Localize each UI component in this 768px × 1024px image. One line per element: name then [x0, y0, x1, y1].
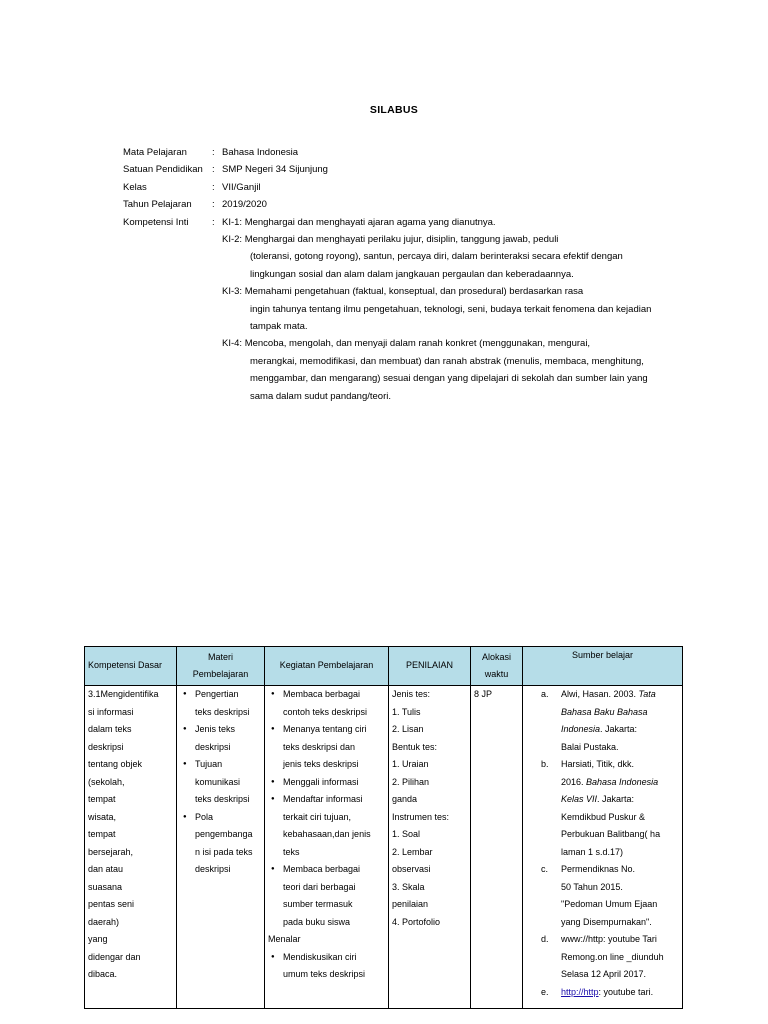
sumber-text: Bahasa Baku Bahasa — [561, 706, 648, 717]
penilaian-line: ganda — [392, 794, 418, 804]
info-row — [123, 161, 703, 178]
header-penilaian: PENILAIAN — [389, 647, 471, 686]
sumber-item — [526, 984, 679, 1002]
sumber-text: Perbukuan Balitbang( ha — [561, 829, 661, 839]
kegiatan-line: teks deskripsi dan — [283, 741, 356, 752]
cell-kegiatan — [265, 686, 389, 1009]
sumber-text: Kelas VII — [561, 794, 598, 804]
header-materi-line: Pembelajaran — [192, 669, 249, 679]
kegiatan-line: sumber termasuk — [283, 899, 353, 909]
sumber-text: Selasa 12 April 2017. — [561, 969, 647, 979]
ki2-line: (toleransi, gotong royong), santun, percaya diri, dalam berinteraksi secara efektif dengan — [250, 251, 623, 263]
info-value: Bahasa Indonesia — [222, 147, 299, 158]
materi-item — [180, 686, 261, 721]
sumber-line — [561, 774, 679, 792]
table-row — [85, 686, 683, 1009]
sumber-line — [561, 879, 679, 897]
info-row — [123, 144, 703, 161]
sumber-line — [561, 721, 679, 739]
ki3-line: ingin tahunya tentang ilmu pengetahuan, teknologi, seni, budaya terkait fenomena dan kejadian — [250, 303, 652, 315]
cell-materi — [177, 686, 265, 1009]
ki4-line: KI-4: Mencoba, mengolah, dan menyaji dalam ranah konkret (menggunakan, mengurai, — [222, 338, 591, 350]
sumber-line — [561, 984, 679, 1002]
materi-line: pengembanga — [195, 829, 253, 839]
sumber-item — [526, 686, 679, 756]
kegiatan-item — [268, 686, 385, 721]
kd-line: si informasi — [88, 706, 134, 717]
penilaian-line: 2. Lisan — [392, 724, 424, 734]
sumber-text: laman 1 s.d.17) — [561, 846, 624, 857]
kegiatan-line: pada buku siswa — [283, 916, 351, 927]
kegiatan-line: ● Membaca berbagai — [283, 864, 361, 874]
header-kegiatan: Kegiatan Pembelajaran — [265, 647, 389, 686]
sumber-text: 50 Tahun 2015. — [561, 881, 623, 892]
kd-text — [88, 686, 173, 984]
kd-line: dan atau — [88, 864, 124, 874]
kd-line: 3.1Mengidentifika — [88, 689, 159, 699]
kegiatan-item — [268, 949, 385, 984]
info-label: Mata Pelajaran — [123, 147, 187, 158]
kd-line: bersejarah, — [88, 846, 134, 857]
sumber-text: yang Disempurnakan". — [561, 916, 652, 927]
ki4-line: menggambar, dan mengarang) sesuai dengan yang dipelajari di sekolah dan sumber lain yang — [250, 373, 648, 385]
kd-line: yang — [88, 934, 108, 944]
kd-line: (sekolah, — [88, 776, 125, 787]
materi-line: ● Tujuan — [195, 759, 223, 769]
info-row — [123, 196, 703, 213]
penilaian-line: Bentuk tes: — [392, 741, 438, 752]
sumber-text: Indonesia — [561, 724, 601, 734]
header-alokasi-line: Alokasi — [481, 651, 511, 662]
materi-line: deskripsi — [195, 864, 231, 874]
sumber-line — [561, 861, 679, 879]
penilaian-line: 2. Lembar — [392, 846, 433, 857]
info-value: 2019/2020 — [222, 199, 267, 211]
materi-line: ● Jenis teks — [195, 724, 236, 734]
penilaian-text — [392, 686, 467, 931]
kegiatan-list — [268, 686, 385, 931]
sumber-line — [561, 844, 679, 862]
header-materi — [177, 647, 265, 686]
syllabus-table — [84, 646, 683, 1009]
materi-line: ● Pola — [195, 811, 214, 822]
kegiatan-item — [268, 861, 385, 931]
materi-line: teks deskripsi — [195, 706, 250, 717]
ki2-line: KI-2: Menghargai dan menghayati perilaku jujur, disiplin, tanggung jawab, peduli — [222, 234, 559, 246]
sumber-text: "Pedoman Umum Ejaan — [561, 899, 658, 909]
materi-line: komunikasi — [195, 776, 241, 787]
ki3-line: tampak mata. — [250, 321, 308, 333]
sumber-line — [561, 704, 679, 722]
sumber-line — [561, 739, 679, 757]
sumber-text: . Jakarta: — [597, 794, 635, 804]
sumber-line — [561, 949, 679, 967]
sumber-text: Remong.on line _diunduh — [561, 951, 664, 962]
document-title: SILABUS — [369, 104, 419, 116]
cell-sumber — [523, 686, 683, 1009]
kd-line: daerah) — [88, 916, 120, 927]
info-value: KI-1: Menghargai dan menghayati ajaran agama yang dianutnya. — [222, 216, 496, 228]
penilaian-line: Instrumen tes: — [392, 811, 450, 822]
info-label: Satuan Pendidikan — [123, 164, 203, 176]
kd-line: didengar dan — [88, 951, 141, 962]
materi-line: teks deskripsi — [195, 794, 250, 804]
course-info — [123, 144, 703, 405]
kd-line: tempat — [88, 829, 116, 839]
sumber-text: Alwi, Hasan. 2003. — [561, 689, 639, 699]
table-header-row — [85, 647, 683, 686]
kd-line: tentang objek — [88, 759, 143, 769]
header-kompetensi-dasar: Kompetensi Dasar — [85, 647, 177, 686]
kegiatan-line: teori dari berbagai — [283, 881, 356, 892]
sumber-line — [561, 896, 679, 914]
penilaian-line: 1. Tulis — [392, 706, 421, 717]
sumber-marker: e. — [541, 986, 549, 997]
cell-kompetensi-dasar — [85, 686, 177, 1009]
sumber-text: Balai Pustaka. — [561, 741, 619, 752]
materi-line: ● Pengertian — [195, 689, 239, 699]
materi-item — [180, 721, 261, 756]
info-label: Tahun Pelajaran — [123, 199, 192, 211]
info-colon: : — [212, 181, 215, 193]
core-competencies — [123, 231, 703, 405]
kd-line: suasana — [88, 881, 123, 892]
penilaian-line: 4. Portofolio — [392, 916, 441, 927]
kegiatan-line: ● Membaca berbagai — [283, 689, 361, 699]
info-label: Kompetensi Inti — [123, 216, 189, 228]
kd-line: pentas seni — [88, 899, 135, 909]
info-rows — [123, 144, 703, 231]
sumber-marker: b. — [541, 759, 549, 769]
sumber-line — [561, 966, 679, 984]
kegiatan-item — [268, 721, 385, 774]
sumber-text: Tata — [638, 689, 656, 699]
ki4-line: sama dalam sudut pandang/teori. — [250, 390, 392, 402]
info-value: VII/Ganjil — [222, 181, 261, 193]
materi-line: deskripsi — [195, 741, 231, 752]
penilaian-line: 1. Uraian — [392, 759, 429, 769]
kegiatan-list — [268, 949, 385, 984]
header-materi-line: Materi — [207, 651, 233, 662]
kegiatan-line: ● Mendiskusikan ciri — [283, 951, 357, 962]
info-row — [123, 179, 703, 196]
sumber-marker: c. — [541, 864, 549, 874]
sumber-marker: d. — [541, 934, 549, 944]
kegiatan-line: ● Menanya tentang ciri — [283, 724, 367, 734]
sumber-line — [561, 686, 679, 704]
ki3-line: KI-3: Memahami pengetahuan (faktual, konseptual, dan prosedural) berdasarkan rasa — [222, 286, 584, 298]
kegiatan-item — [268, 791, 385, 861]
penilaian-line: observasi — [392, 864, 431, 874]
kegiatan-line: ● Menggali informasi — [283, 776, 359, 787]
kd-line: wisata, — [88, 811, 117, 822]
ki2-line: lingkungan sosial dan alam dalam jangkauan pergaulan dan keberadaannya. — [250, 268, 574, 280]
penilaian-line: penilaian — [392, 899, 429, 909]
materi-line: n isi pada teks — [195, 846, 253, 857]
sumber-line — [561, 914, 679, 932]
kegiatan-line: contoh teks deskripsi — [283, 706, 368, 717]
info-colon: : — [212, 216, 215, 228]
sumber-text: www://http: youtube Tari — [561, 934, 657, 944]
kegiatan-line: jenis teks deskripsi — [283, 759, 359, 769]
sumber-line — [561, 809, 679, 827]
kegiatan-label: Menalar — [268, 934, 301, 944]
sumber-line — [561, 791, 679, 809]
sumber-text: Permendiknas No. — [561, 864, 636, 874]
cell-alokasi: 8 JP — [471, 686, 523, 1009]
info-colon: : — [212, 147, 215, 158]
materi-item — [180, 756, 261, 809]
kegiatan-line: umum teks deskripsi — [283, 969, 366, 979]
info-row — [123, 214, 703, 231]
info-colon: : — [212, 199, 215, 211]
sumber-line — [561, 756, 679, 774]
penilaian-line: Jenis tes: — [392, 689, 431, 699]
kd-line: dibaca. — [88, 969, 118, 979]
materi-list — [180, 686, 261, 879]
sumber-text: Bahasa Indonesia — [586, 776, 659, 787]
sumber-list — [526, 686, 679, 1001]
info-label: Kelas — [123, 181, 147, 193]
kegiatan-line: terkait ciri tujuan, — [283, 811, 352, 822]
info-colon: : — [212, 164, 215, 176]
header-alokasi — [471, 647, 523, 686]
penilaian-line: 1. Soal — [392, 829, 421, 839]
sumber-line — [561, 931, 679, 949]
kegiatan-line: teks — [283, 846, 300, 857]
sumber-item — [526, 756, 679, 861]
sumber-text: : youtube tari. — [598, 986, 654, 997]
cell-penilaian — [389, 686, 471, 1009]
kegiatan-item — [268, 774, 385, 792]
sumber-link[interactable]: http://http — [561, 986, 599, 997]
sumber-line — [561, 826, 679, 844]
sumber-marker: a. — [541, 689, 549, 699]
materi-item — [180, 809, 261, 879]
sumber-text: Kemdikbud Puskur & — [561, 811, 646, 822]
kd-line: deskripsi — [88, 741, 124, 752]
header-sumber: Sumber belajar — [523, 647, 683, 686]
sumber-text: Harsiati, Titik, dkk. — [561, 759, 635, 769]
penilaian-line: 2. Pilihan — [392, 776, 430, 787]
kegiatan-line: ● Mendaftar informasi — [283, 794, 363, 804]
sumber-text: 2016. — [561, 776, 587, 787]
kd-line: dalam teks — [88, 724, 132, 734]
sumber-item — [526, 931, 679, 984]
ki4-line: merangkai, memodifikasi, dan membuat) dan ranah abstrak (menulis, membaca, menghitung, — [250, 355, 644, 367]
kd-line: tempat — [88, 794, 116, 804]
penilaian-line: 3. Skala — [392, 881, 425, 892]
info-value: SMP Negeri 34 Sijunjung — [222, 164, 328, 176]
kegiatan-line: kebahasaan,dan jenis — [283, 829, 371, 839]
sumber-text: . Jakarta: — [600, 724, 638, 734]
header-alokasi-line: waktu — [484, 669, 509, 679]
sumber-item — [526, 861, 679, 931]
